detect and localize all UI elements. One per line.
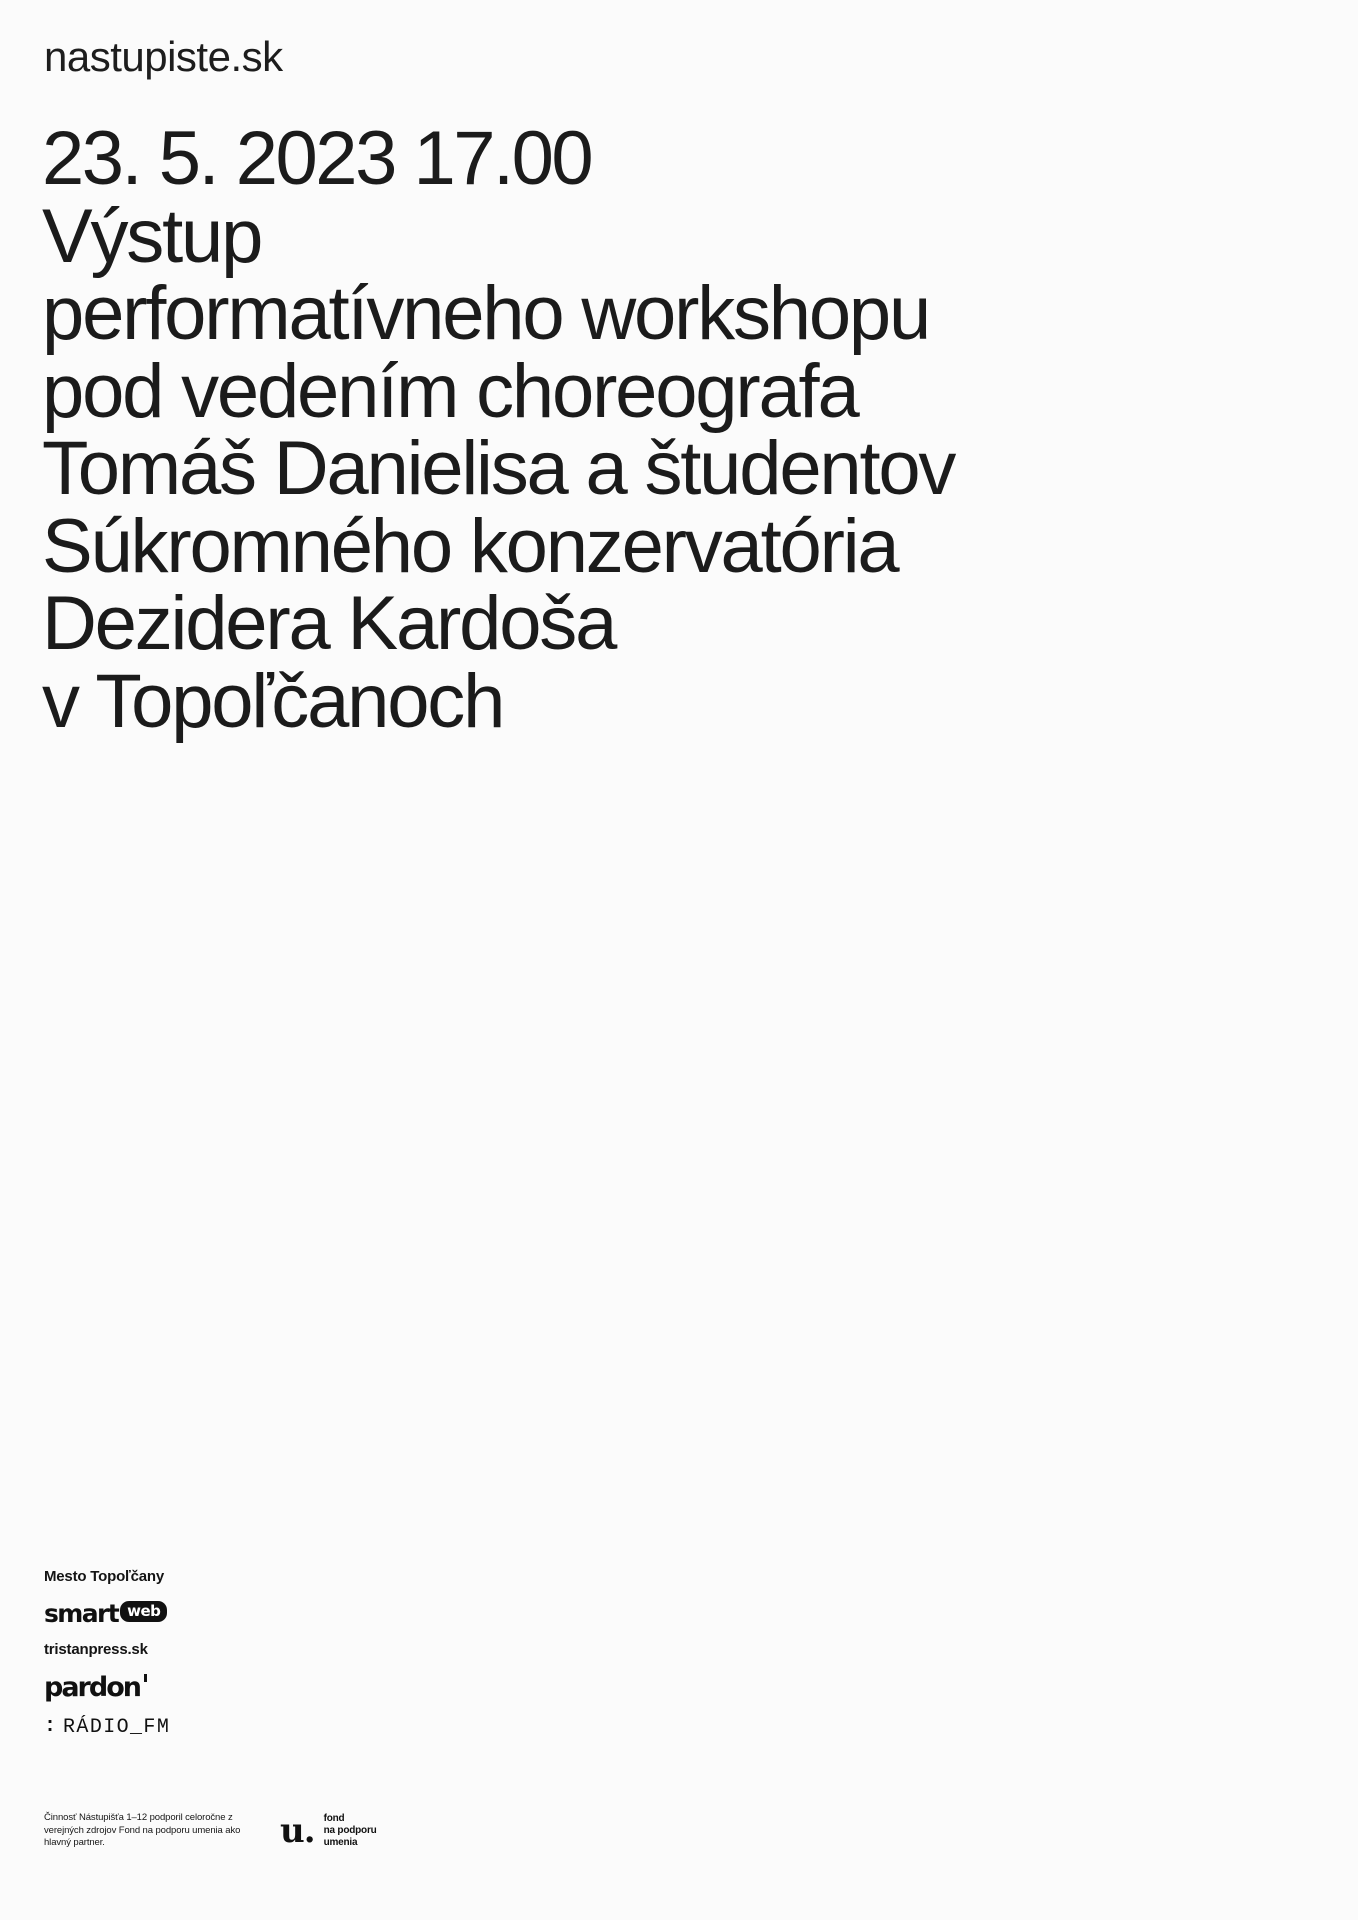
headline-line-7: v Topoľčanoch [42,658,504,744]
partner-city-label: Mesto Topoľčany [44,1568,165,1585]
smartweb-logo [44,1599,167,1628]
smartweb-web-badge: web [120,1601,167,1622]
site-name: nastupiste.sk [44,33,283,80]
radio-colon-icon: : [44,1714,57,1738]
fpu-mark-icon: u. [280,1810,315,1851]
pardon-logo [44,1672,140,1703]
fpu-wordmark [324,1813,377,1850]
partner-tristanpress-label: tristanpress.sk [44,1641,148,1658]
fpu-logo [280,1810,377,1851]
partner-city [44,1568,604,1586]
fpu-line-3: umenia [323,1837,358,1849]
partner-radio-fm [44,1716,604,1739]
headline-line-5: Súkromného konzervatória [42,503,898,589]
radio-fm-logo [44,1716,170,1739]
credit-text: Činnosť Nástupišťa 1–12 podporil celoročne z verejných zdrojov Fond na podporu umenia ako hlavný partner. [44,1812,241,1849]
pardon-wordmark: pardon [44,1672,140,1703]
fpu-line-2: na podporu [323,1825,377,1837]
pardon-tick-icon [144,1674,147,1682]
headline-line-2: performatívneho workshopu [42,271,930,357]
headline-line-6: Dezidera Kardoša [42,581,616,667]
headline-line-date: 23. 5. 2023 17.00 [42,116,592,201]
partner-pardon [44,1672,604,1703]
credit-block [44,1812,377,1850]
partners-block [44,1568,604,1752]
smartweb-smart-text: smart [44,1599,119,1628]
headline-line-4: Tomáš Danielisa a študentov [42,426,955,512]
headline-line-1: Výstup [42,193,262,279]
partner-tristanpress [44,1641,604,1659]
headline-block [42,116,1322,744]
radio-fm-label: RÁDIO_FM [63,1716,171,1739]
partner-smartweb [44,1599,604,1628]
headline-line-3: pod vedením choreografa [42,348,858,434]
fpu-line-1: fond [323,1812,345,1824]
